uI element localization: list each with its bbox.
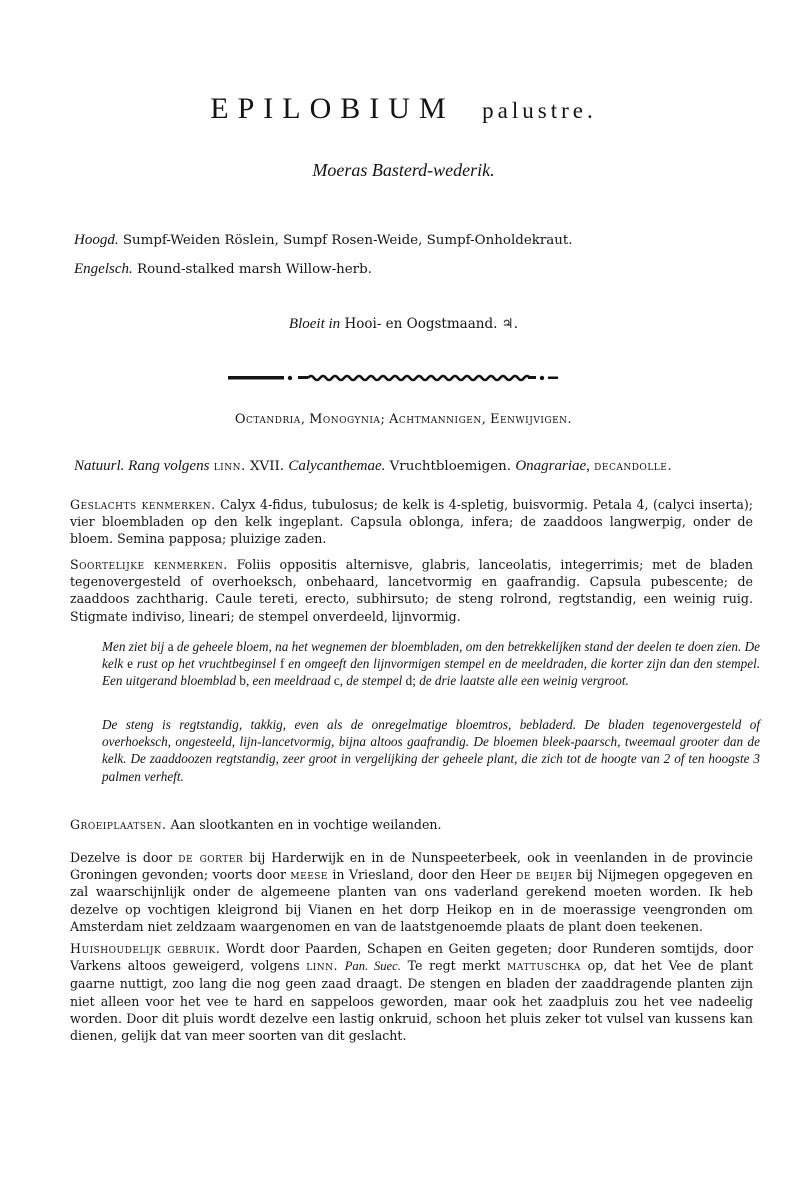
use-text: op, dat het Vee de plant gaarne nuttigt, zoo lang die nog geen zaad draagt. De stengen en bladen der zaaddragende planten zijn niet alleen voor het vee te hard en sappeloos geworden, maar ook het zaadpluis zou het vee nadeelig worden. Door dit pluis wordt dezelve een lastig onkruid, schoon het pluis zeker tot vulsel van kussens kan dienen, gelijk dat van meer soorten van dit geslacht. — [70, 958, 753, 1044]
note-text: de geheele bloem, na het wegnemen der bloembladen, om den betrekkelijken stand der deelen te doen zien. De kelk — [102, 639, 761, 672]
section-text: Calyx 4-fidus, tubulosus; de kelk is 4-spletig, buisvormig. Petala 4, (calyci inserta); vier bloembladen op den kelk ingeplant. Capsula oblonga, infera; de zaaddoos langwerpig, onder de bloem. Semina papposa; pluizige zaden. — [70, 497, 753, 547]
genus-name: EPILOBIUM — [210, 92, 455, 125]
bloom-period — [0, 316, 807, 333]
section-heading: Huishoudelijk gebruik. — [70, 941, 221, 956]
rank-family: Onagrariae, — [515, 458, 590, 474]
name-line-german — [74, 226, 573, 255]
figure-letter: d; — [405, 673, 416, 689]
use-text: Te regt merkt — [407, 958, 501, 974]
use-text: Wordt door Paarden, Schapen en Geiten gegeten; door Runderen somtijds, door Varkens altoos geweigerd, volgens — [70, 941, 753, 974]
rank-label: Natuurl. Rang volgens — [74, 458, 210, 474]
section-heading: Groeiplaatsen. — [70, 817, 167, 832]
bloom-month: Oogstmaand. — [406, 316, 498, 332]
author-name: meese — [290, 867, 328, 883]
dist-text: bij Nijmegen opgegeven en zal waarschijnlijk onder de algemeene planten van ons vaderland gerekend moeten worden. Ik heb dezelve op vochtigen kleigrond bij Vianen en het dorp Heikop en in de moerassige veengronden om Amsterdam niet zeldzaam waargenomen en van de laatstgenoemde plaats de plant doen teekenen. — [70, 867, 753, 934]
figure-letter: c, — [333, 673, 343, 689]
note-text: Men ziet bij — [102, 639, 165, 654]
habitat — [70, 816, 753, 833]
rank-dutch: Vruchtbloemigen. — [389, 459, 512, 474]
name-text: Sumpf-Weiden Röslein, Sumpf Rosen-Weide, Sumpf-Onholdekraut. — [122, 233, 573, 248]
work-title: Pan. Suec. — [344, 959, 401, 974]
language-label: Hoogd. — [74, 232, 119, 248]
household-use — [70, 940, 753, 1044]
figure-letter: f — [279, 656, 285, 672]
page-title — [0, 92, 807, 126]
note-text: de drie laatste alle een weinig vergroot. — [419, 673, 629, 689]
rank-number: XVII. — [250, 459, 285, 474]
figure-letter: e — [127, 656, 133, 672]
section-text: Foliis oppositis alternisve, glabris, lanceolatis, integerrimis; met de bladen tegenovergesteld of overhoeksch, onbehaard, lancetvormig en gaafrandig. Capsula pubescente; de zaaddoos zachtharig. Caule tereti, erecto, subhirsuto; de steng rolrond, regtstandig, een weinig ruig. Stigmate indiviso, lineari; de stempel onverdeeld, lijnvormig. — [70, 557, 753, 624]
rank-author: linn. — [213, 459, 246, 474]
note-text: en omgeeft den lijnvormigen stempel en de meeldraden, die korter zijn dan den stempel. Een uitgerand bloemblad — [102, 656, 761, 689]
section-heading: Geslachts kenmerken. — [70, 497, 216, 512]
author-name: mattuschka — [507, 958, 581, 974]
section-text: Aan slootkanten en in vochtige weilanden. — [170, 817, 442, 832]
figure-letter: a — [167, 639, 174, 654]
class-dutch: Achtmannigen — [388, 412, 482, 427]
linnaean-class: Octandria, Monogynia; Achtmannigen, Eenwijvigen. — [234, 412, 573, 427]
author-name: de beijer — [516, 867, 573, 883]
note-text: rust op het vruchtbeginsel — [136, 656, 277, 672]
perennial-symbol: ♃. — [501, 316, 519, 332]
rank-latin: Calycanthemae. — [288, 458, 386, 474]
vernacular-names — [74, 226, 573, 284]
dist-text: Dezelve is door — [70, 850, 173, 865]
name-line-english — [74, 255, 573, 284]
natural-rank — [74, 458, 672, 475]
note-text: de stempel — [346, 673, 403, 689]
order-dutch: Eenwijvigen. — [490, 412, 573, 427]
dist-text: in Vriesland, door den Heer — [332, 867, 512, 883]
genus-characters — [70, 496, 753, 548]
class-octandria: Octandria — [234, 412, 301, 427]
species-name: palustre. — [482, 98, 597, 123]
rank-family-author: decandolle. — [594, 459, 673, 474]
figure-letter: b, — [239, 673, 250, 689]
language-label: Engelsch. — [74, 261, 133, 277]
author-name: de gorter — [178, 850, 244, 865]
order-monogynia: Monogynia — [309, 412, 381, 427]
bloom-prefix: Bloeit in — [288, 316, 341, 332]
name-text: Round-stalked marsh Willow-herb. — [137, 262, 372, 277]
ornamental-divider — [228, 370, 558, 386]
bloom-text: Hooi- en — [344, 316, 403, 332]
author-name: linn. — [306, 958, 339, 974]
species-characters — [70, 556, 753, 625]
figure-explanation — [102, 638, 760, 690]
section-heading: Soortelijke kenmerken. — [70, 557, 228, 572]
plant-description: De steng is regtstandig, takkig, even als de onregelmatige bloemtros, bebladerd. De bladen tegenovergesteld of overhoeksch, ongesteeld, lijn-lancetvormig, bijna altoos gaafrandig. De bloemen bleek-paarsch, tweemaal grooter dan de kelk. De zaaddoozen regtstandig, zeer groot in vergelijking der geheele plant, die zich tot de hoogte van 2 of ten hoogste 3 palmen verheft. — [102, 717, 760, 784]
dutch-name: Moeras Basterd-wederik. — [312, 160, 495, 180]
distribution — [70, 849, 753, 935]
note-text: een meeldraad — [252, 673, 331, 689]
dist-text: bij Harderwijk en in de Nunspeeterbeek, ook in veenlanden in de provincie Groningen gevonden; voorts door — [70, 850, 753, 883]
